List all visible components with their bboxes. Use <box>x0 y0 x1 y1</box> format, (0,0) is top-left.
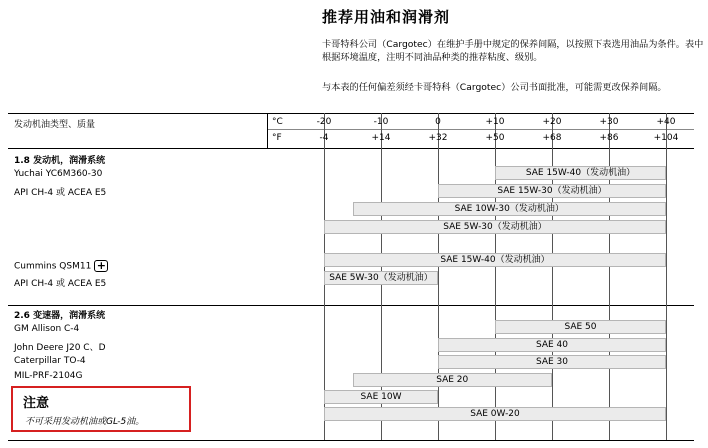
oil-range-bar: SAE 0W-20 <box>324 407 666 421</box>
cummins-label: Cummins QSM11 <box>14 261 92 272</box>
oil-range-bar: SAE 40 <box>438 338 666 352</box>
celsius-tick: +30 <box>599 117 619 127</box>
fahrenheit-tick: +14 <box>371 133 391 143</box>
transmission-item: John Deere J20 C、D <box>14 343 106 353</box>
celsius-tick: -20 <box>316 117 332 127</box>
oil-range-bar: SAE 5W-30（发动机油） <box>324 220 666 234</box>
oil-range-bar: SAE 15W-40（发动机油） <box>324 253 666 267</box>
engine-spec-cummins: API CH-4 或 ACEA E5 <box>14 279 107 289</box>
transmission-item: Caterpillar TO-4 <box>14 356 86 366</box>
oil-range-bar: SAE 30 <box>438 355 666 369</box>
note-text: 不可采用发动机油或GL-5油。 <box>25 417 145 427</box>
note-title: 注意 <box>23 396 50 411</box>
fahrenheit-tick: +68 <box>542 133 562 143</box>
transmission-item: MIL-PRF-2104G <box>14 371 83 381</box>
oil-range-bar: SAE 20 <box>353 373 553 387</box>
engine-model-cummins <box>14 260 108 272</box>
engine-spec-yuchai: API CH-4 或 ACEA E5 <box>14 188 107 198</box>
unit-celsius: °C <box>272 117 283 127</box>
fahrenheit-tick: +50 <box>485 133 505 143</box>
fahrenheit-tick: +32 <box>428 133 448 143</box>
page-title: 推荐用油和润滑剂 <box>322 8 451 26</box>
plus-box-icon: + <box>94 260 108 272</box>
celsius-tick: +20 <box>542 117 562 127</box>
oil-range-bar: SAE 5W-30（发动机油） <box>324 271 438 285</box>
oil-range-bar: SAE 10W <box>324 390 438 404</box>
engine-model-yuchai: Yuchai YC6M360-30 <box>14 169 103 179</box>
engine-section-title: 1.8 发动机，润滑系统 <box>14 156 106 166</box>
oil-range-bar: SAE 15W-30（发动机油） <box>438 184 666 198</box>
celsius-tick: 0 <box>435 117 441 127</box>
transmission-section-title: 2.6 变速器，润滑系统 <box>14 311 106 321</box>
intro-paragraph: 卡哥特科公司（Cargotec）在维护手册中规定的保养间隔，以按照下表选用油品为条件。表中根据环境温度，注明不同油品种类的推荐粘度、级别。 <box>322 39 704 63</box>
transmission-item: GM Allison C-4 <box>14 324 80 334</box>
unit-fahrenheit: °F <box>272 133 282 143</box>
approval-paragraph: 与本表的任何偏差须经卡哥特科（Cargotec）公司书面批准，可能需更改保养间隔。 <box>322 82 667 93</box>
fahrenheit-tick: +86 <box>599 133 619 143</box>
note-box <box>11 386 191 432</box>
celsius-tick: +10 <box>485 117 505 127</box>
celsius-tick: +40 <box>656 117 676 127</box>
oil-range-bar: SAE 50 <box>495 320 666 334</box>
oil-range-bar: SAE 10W-30（发动机油） <box>353 202 667 216</box>
column-header: 发动机油类型、质量 <box>14 120 96 130</box>
fahrenheit-tick: -4 <box>319 133 329 143</box>
fahrenheit-tick: +104 <box>653 133 679 143</box>
oil-range-bar: SAE 15W-40（发动机油） <box>495 166 666 180</box>
celsius-tick: -10 <box>373 117 389 127</box>
